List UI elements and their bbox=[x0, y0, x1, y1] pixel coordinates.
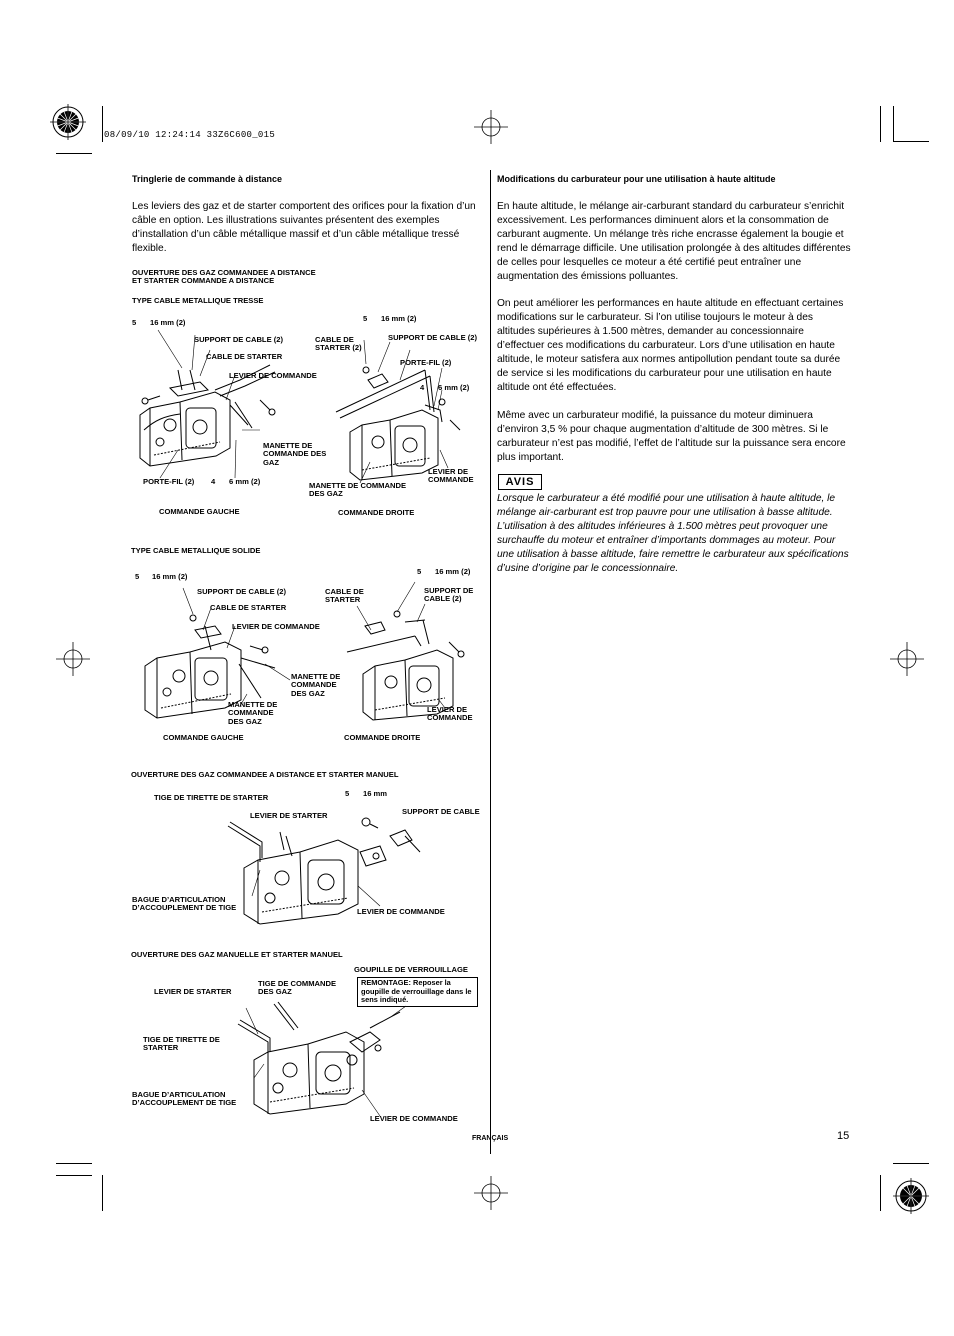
label-bolt-16mm: 16 mm (2) bbox=[152, 572, 188, 581]
crop-mark bbox=[893, 106, 894, 142]
section-title-high-altitude: Modifications du carburateur pour une utilisation à haute altitude bbox=[497, 174, 776, 184]
label-choke-lever: LEVIER DE STARTER bbox=[250, 811, 328, 820]
crop-mark bbox=[893, 141, 929, 142]
crosshair-mark-right bbox=[890, 642, 924, 676]
figure-manual-throttle bbox=[230, 998, 410, 1123]
label-fastener-5: 5 bbox=[363, 314, 368, 323]
crop-mark bbox=[56, 153, 92, 154]
label-throttle-lever: MANETTE DE COMMANDE DES GAZ bbox=[291, 672, 341, 698]
label-control-lever: LEVIER DE COMMANDE bbox=[357, 907, 445, 916]
label-choke-cable: CABLE DE STARTER bbox=[325, 587, 364, 605]
label-throttle-lever: MANETTE DE COMMANDE DES GAZ bbox=[228, 700, 278, 726]
label-control-lever: LEVIER DE COMMANDE bbox=[428, 467, 474, 485]
label-fastener-4: 4 bbox=[211, 477, 216, 486]
notice-badge: AVIS bbox=[498, 474, 542, 490]
label-choke-cable: CABLE DE STARTER (2) bbox=[315, 335, 362, 353]
label-choke-cable: CABLE DE STARTER bbox=[210, 603, 287, 612]
label-throttle-rod: TIGE DE COMMANDE DES GAZ bbox=[258, 979, 337, 997]
page-number: 15 bbox=[837, 1130, 850, 1142]
crosshair-mark-top bbox=[474, 110, 508, 144]
footer-language: FRANÇAIS bbox=[472, 1135, 509, 1142]
label-control-lever: LEVIER DE COMMANDE bbox=[232, 622, 320, 631]
crosshair-mark-left bbox=[56, 642, 90, 676]
reassembly-note-box bbox=[357, 977, 478, 1007]
crop-mark bbox=[880, 1175, 881, 1211]
label-cable-support: SUPPORT DE CABLE (2) bbox=[388, 333, 478, 342]
label-control-lever: LEVIER DE COMMANDE bbox=[427, 705, 473, 723]
label-fastener-5: 5 bbox=[345, 789, 350, 798]
label-throttle-lever: MANETTE DE COMMANDE DES GAZ bbox=[309, 481, 407, 499]
label-fastener-5: 5 bbox=[132, 318, 137, 327]
label-rod-bushing: BAGUE D’ARTICULATION D’ACCOUPLEMENT DE TIGE bbox=[132, 1090, 237, 1108]
registration-mark-bottom-right bbox=[893, 1178, 929, 1214]
label-bolt-6mm: 6 mm (2) bbox=[438, 383, 470, 392]
caption-left-control: COMMANDE GAUCHE bbox=[159, 507, 240, 516]
crop-mark bbox=[56, 1163, 92, 1164]
braided-cable-title: TYPE CABLE METALLIQUE TRESSE bbox=[132, 296, 264, 305]
caption-right-control: COMMANDE DROITE bbox=[338, 508, 415, 517]
registration-mark-top-left bbox=[50, 104, 86, 140]
subsection-remote-throttle-choke: OUVERTURE DES GAZ COMMANDEE A DISTANCE ET STARTER COMMANDE A DISTANCE bbox=[132, 268, 316, 286]
reassembly-note: REMONTAGE: Reposer la goupille de verrouillage dans le sens indiqué. bbox=[361, 978, 472, 1005]
notice-text: Lorsque le carburateur a été modifié pour une utilisation à haute altitude, le mélange air-carburant est trop pauvre pour une utilisation à basse altitude. L’utilisation à des altitudes inférieures à 1.500 mètres peut provoquer une surchauffe du moteur et entraîner d’importants dommages au moteur. Pour une utilisation à basse altitude, faire remettre le carburateur aux spécifications d’usine d’origine par le concessionnaire. bbox=[497, 493, 849, 574]
label-choke-lever: LEVIER DE STARTER bbox=[154, 987, 232, 996]
label-wire-holder: PORTE-FIL (2) bbox=[143, 477, 195, 486]
high-altitude-paragraph-2: On peut améliorer les performances en haute altitude en effectuant certaines modifications sur le carburateur. Si l’on utilise toujours le moteur à des altitudes supérieures à 1.500 mètres, demander au concessionnaire d’effectuer ces modifications du carburateur. Lors d’une utilisation en haute altitude, le moteur satisfera aux normes antipollution pendant toute sa durée de service si les modifications du carburateur pour une utilisation en haute altitude ont été effectuées. bbox=[497, 298, 844, 393]
high-altitude-paragraph-3: Même avec un carburateur modifié, la puissance du moteur diminuera d’environ 3,5 % pour chaque augmentation d’altitude de 300 mètres. Si le carburateur n’est pas modifié, l’effet de l’altitude sur la puissance sera encore plus important. bbox=[497, 409, 846, 463]
label-choke-cable: CABLE DE STARTER bbox=[206, 352, 283, 361]
remote-linkage-intro: Les leviers des gaz et de starter comportent des orifices pour la fixation d’un câble en option. Les illustrations suivantes présentent des exemples d’installation d’un câble métallique massif et d’un câble métallique tressé flexible. bbox=[132, 201, 476, 254]
crop-mark bbox=[56, 1175, 92, 1176]
label-throttle-lever: MANETTE DE COMMANDE DES GAZ bbox=[263, 441, 327, 467]
label-bolt-6mm: 6 mm (2) bbox=[229, 477, 261, 486]
subsection-manual-throttle-choke: OUVERTURE DES GAZ MANUELLE ET STARTER MANUEL bbox=[131, 950, 343, 959]
crop-mark bbox=[880, 106, 881, 142]
subsection-remote-throttle-manual-choke: OUVERTURE DES GAZ COMMANDEE A DISTANCE ET STARTER MANUEL bbox=[131, 770, 399, 779]
label-control-lever: LEVIER DE COMMANDE bbox=[229, 371, 317, 380]
label-fastener-4: 4 bbox=[420, 383, 425, 392]
label-choke-rod: TIGE DE TIRETTE DE STARTER bbox=[154, 793, 269, 802]
print-stamp: 08/09/10 12:24:14 33Z6C600_015 bbox=[104, 130, 276, 140]
label-fastener-5: 5 bbox=[417, 567, 422, 576]
label-cable-support: SUPPORT DE CABLE (2) bbox=[194, 335, 284, 344]
crosshair-mark-bottom bbox=[474, 1176, 508, 1210]
label-bolt-16mm: 16 mm (2) bbox=[381, 314, 417, 323]
caption-left-control: COMMANDE GAUCHE bbox=[163, 733, 244, 742]
high-altitude-paragraph-1: En haute altitude, le mélange air-carburant standard du carburateur s’enrichit excessivement. Les performances diminuent alors et la consommation de carburant augmente. Un mélange très riche encrasse également la bougie et rend le démarrage difficile. Une utilisation prolongée à des altitudes différentes de celles pour lesquelles ce moteur a été certifié peut entraîner une augmentation des émissions polluantes. bbox=[497, 201, 851, 282]
label-fastener-5: 5 bbox=[135, 572, 140, 581]
label-wire-holder: PORTE-FIL (2) bbox=[400, 358, 452, 367]
label-cable-support: SUPPORT DE CABLE (2) bbox=[424, 586, 474, 604]
crop-mark bbox=[102, 106, 103, 142]
label-bolt-16mm: 16 mm (2) bbox=[150, 318, 186, 327]
high-altitude-text bbox=[497, 200, 853, 478]
crop-mark bbox=[102, 1175, 103, 1211]
caption-right-control: COMMANDE DROITE bbox=[344, 733, 421, 742]
section-title-remote-linkage: Tringlerie de commande à distance bbox=[132, 174, 283, 184]
label-bolt-16mm: 16 mm (2) bbox=[435, 567, 471, 576]
label-control-lever: LEVIER DE COMMANDE bbox=[370, 1114, 458, 1123]
label-bolt-16mm: 16 mm bbox=[363, 789, 388, 798]
label-cable-support: SUPPORT DE CABLE bbox=[402, 807, 480, 816]
solid-cable-title: TYPE CABLE METALLIQUE SOLIDE bbox=[131, 546, 261, 555]
label-choke-rod: TIGE DE TIRETTE DE STARTER bbox=[143, 1035, 220, 1053]
label-cable-support: SUPPORT DE CABLE (2) bbox=[197, 587, 287, 596]
label-lock-pin: GOUPILLE DE VERROUILLAGE bbox=[354, 965, 468, 974]
label-rod-bushing: BAGUE D’ARTICULATION D’ACCOUPLEMENT DE TIGE bbox=[132, 895, 237, 913]
crop-mark bbox=[893, 1163, 929, 1164]
